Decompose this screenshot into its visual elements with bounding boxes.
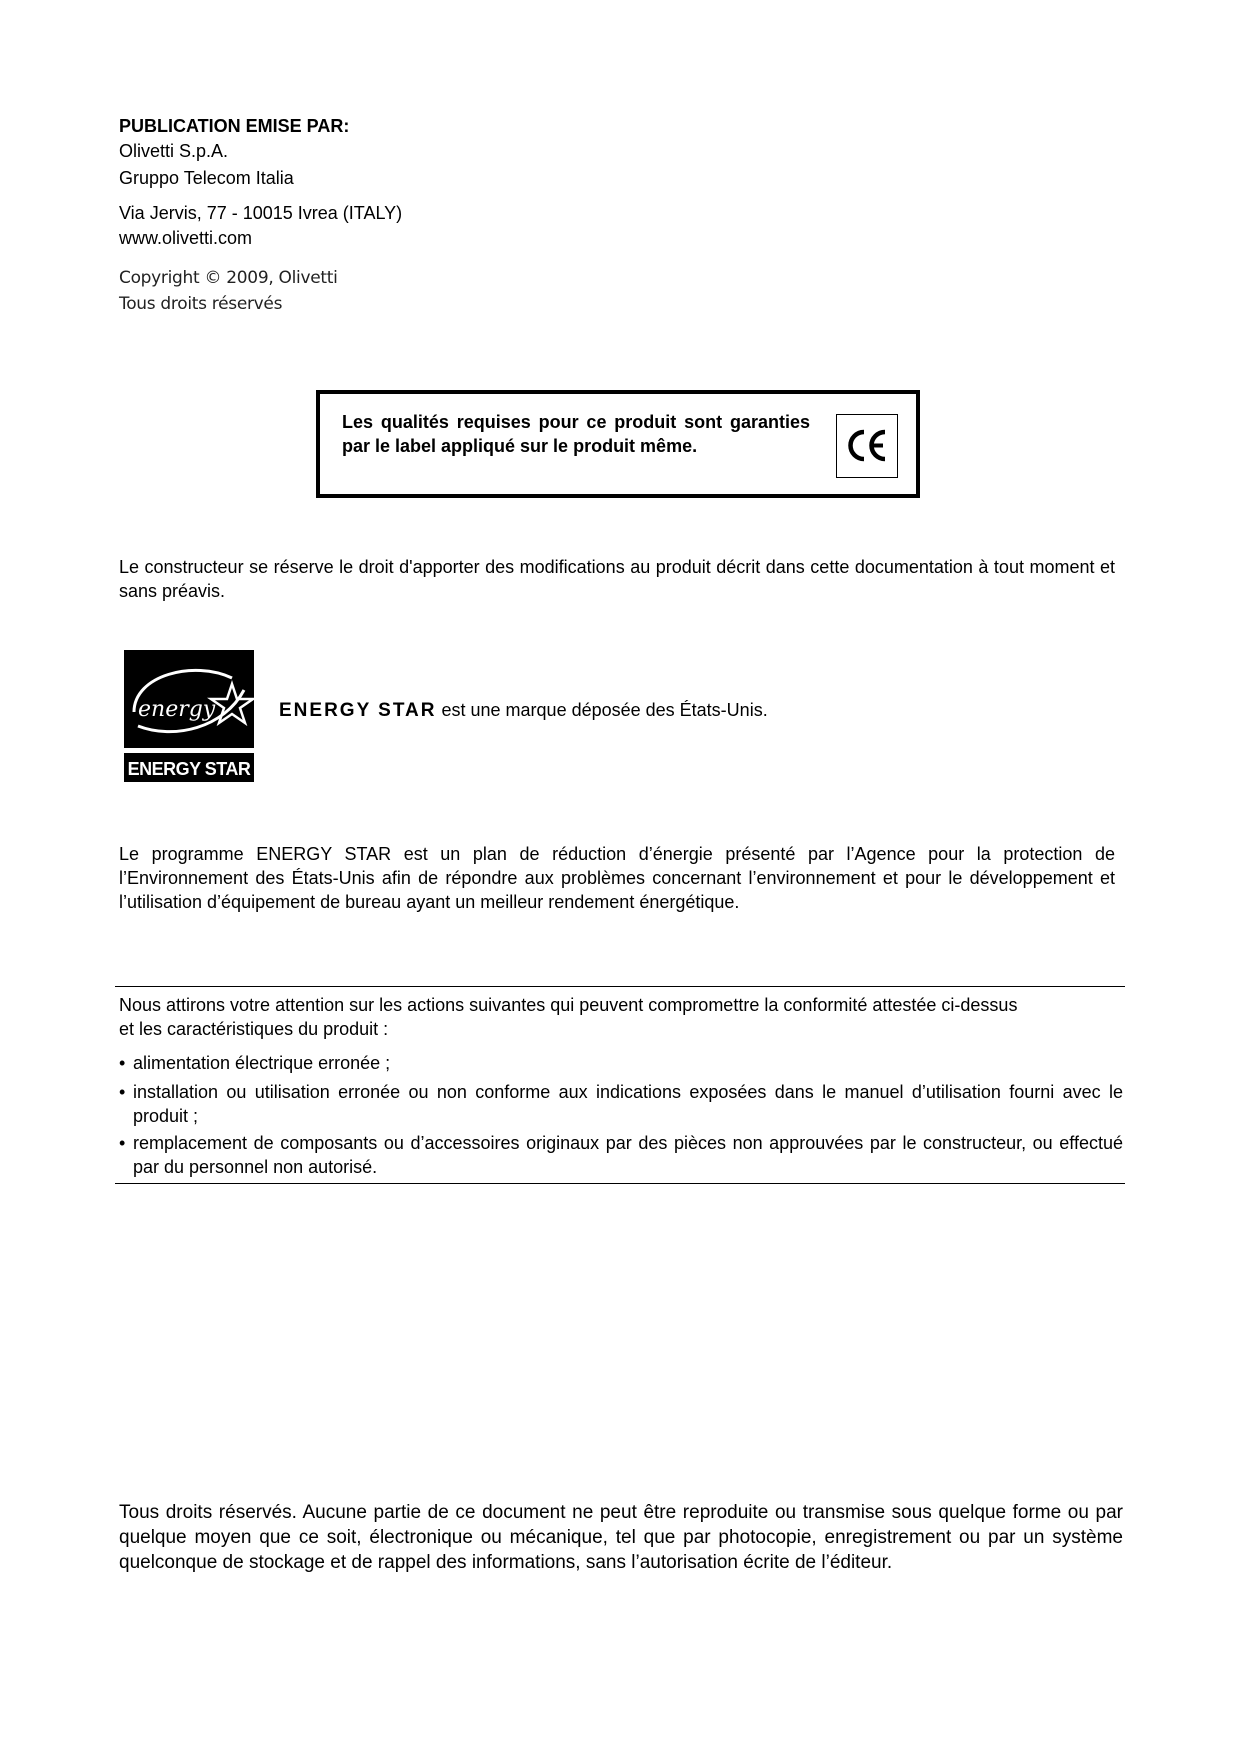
conformity-bottom-divider: [115, 1183, 1125, 1184]
conformity-list-item-text: installation ou utilisation erronée ou non conforme aux indications exposées dans le manuel d’utilisation fourni avec le produit ;: [133, 1082, 1123, 1126]
copyright-line: Copyright © 2009, Olivetti: [119, 268, 338, 288]
energy-star-statement-text: est une marque déposée des États-Unis.: [436, 700, 768, 720]
publisher-company: Olivetti S.p.A.: [119, 141, 229, 161]
bullet-icon: •: [119, 1133, 126, 1153]
publisher-address: Via Jervis, 77 - 10015 Ivrea (ITALY): [119, 203, 403, 223]
modification-notice: Le constructeur se réserve le droit d'apporter des modifications au produit décrit dans cette documentation à tout moment et sans préavis.: [119, 557, 1115, 601]
conformity-list-item-text: remplacement de composants ou d’accessoires originaux par des pièces non approuvées par le constructeur, ou effectué par du personnel non autorisé.: [133, 1133, 1123, 1177]
ce-mark-icon: [836, 414, 898, 478]
conformity-list-item: [119, 1080, 1123, 1128]
conformity-list-item: [119, 1051, 1123, 1075]
ce-conformity-text: Les qualités requises pour ce produit sont garanties par le label appliqué sur le produit même.: [342, 412, 810, 456]
energy-star-logo: [124, 650, 254, 782]
conformity-intro-line1: Nous attirons votre attention sur les actions suivantes qui peuvent compromettre la conformité attestée ci-dessus: [119, 995, 1018, 1015]
bullet-icon: •: [119, 1082, 126, 1102]
conformity-list-item: [119, 1131, 1123, 1179]
conformity-intro-line2: et les caractéristiques du produit :: [119, 1019, 389, 1039]
energy-star-brand: ENERGY STAR: [279, 700, 437, 721]
publisher-website: www.olivetti.com: [119, 228, 253, 248]
rights-line: Tous droits réservés: [119, 294, 283, 314]
svg-text:energy: energy: [138, 697, 216, 722]
conformity-list-item-text: alimentation électrique erronée ;: [133, 1053, 391, 1073]
publisher-group: Gruppo Telecom Italia: [119, 168, 294, 188]
bullet-icon: •: [119, 1053, 126, 1073]
ce-conformity-box: [316, 390, 920, 498]
conformity-top-divider: [115, 986, 1125, 987]
publisher-heading: PUBLICATION EMISE PAR:: [119, 116, 350, 136]
energy-star-program-description: Le programme ENERGY STAR est un plan de réduction d’énergie présenté par l’Agence pour la protection de l’Environnement des États-Unis afin de répondre aux problèmes concernant l’environnement et pour le développement et l’utilisation d’équipement de bureau ayant un meilleur rendement énergétique.: [119, 844, 1115, 912]
footer-rights-text: Tous droits réservés. Aucune partie de ce document ne peut être reproduite ou transmise sous quelque forme ou par quelque moyen que ce soit, électronique ou mécanique, tel que par photocopie, enregistrement ou par un système quelconque de stockage et de rappel des informations, sans l’autorisation écrite de l’éditeur.: [119, 1502, 1123, 1573]
energy-star-statement: [279, 700, 768, 722]
energy-star-logo-label: ENERGY STAR: [127, 759, 251, 779]
